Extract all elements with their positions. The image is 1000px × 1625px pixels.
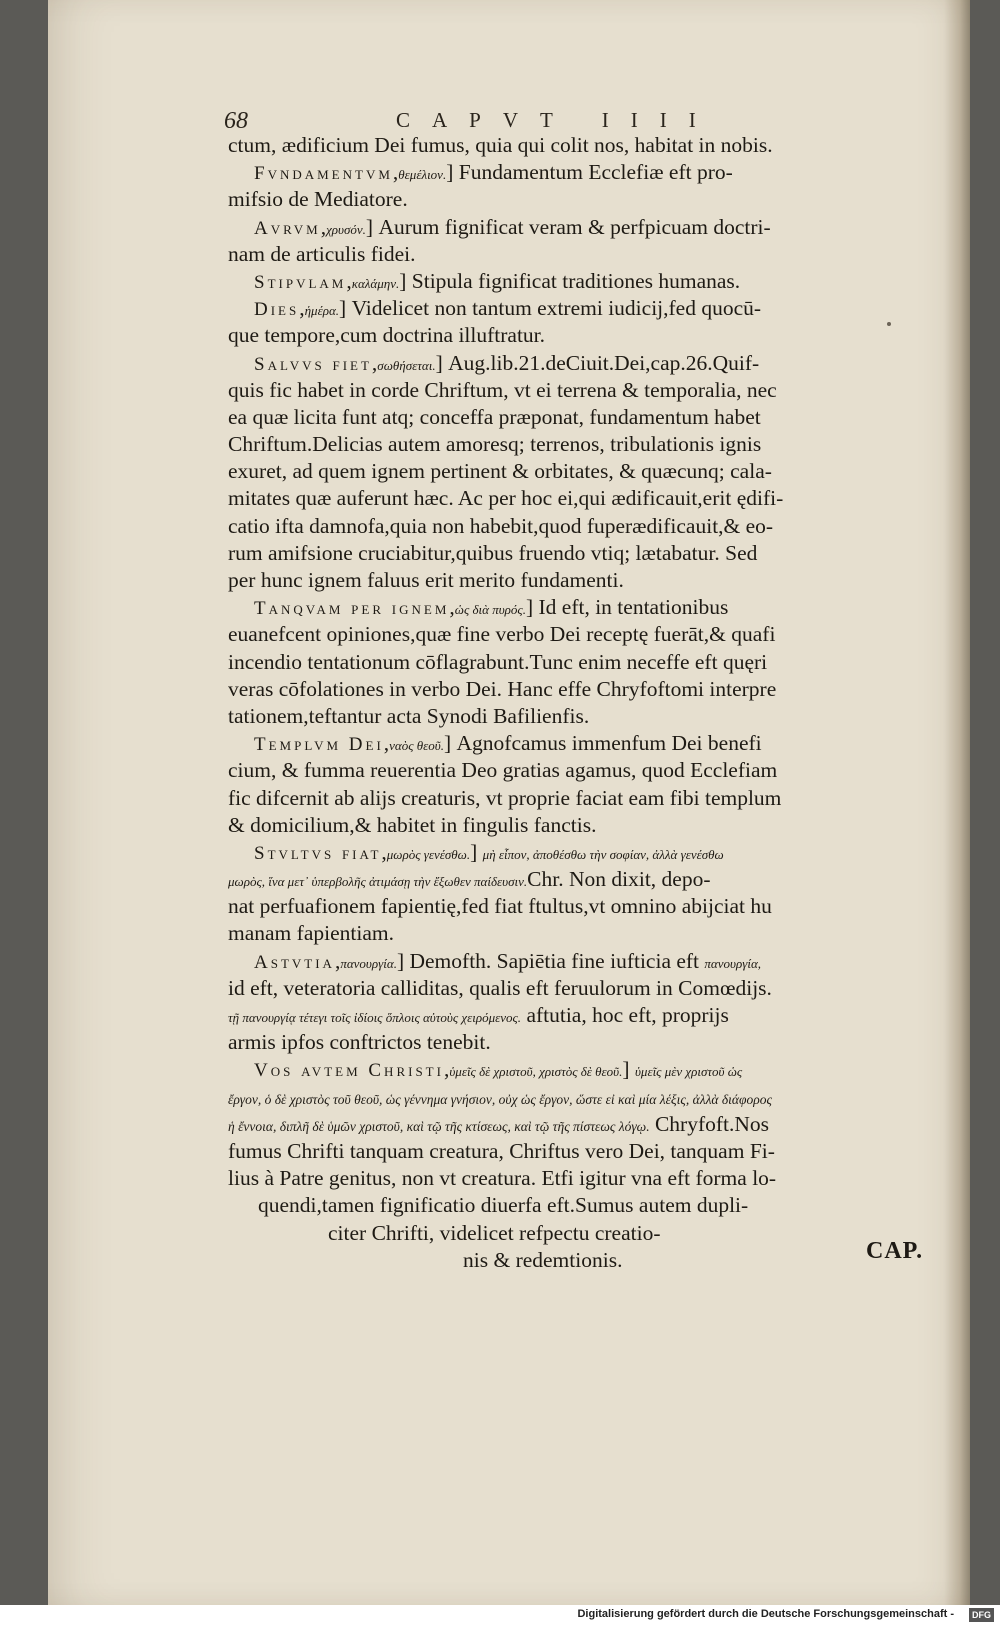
- line-text: ] Aurum fignificat veram & perfpicuam doctri-: [365, 214, 771, 239]
- line-text: mifsio de Mediatore.: [228, 187, 408, 212]
- text-line: [228, 948, 914, 975]
- lemma: Dies: [254, 299, 300, 321]
- greek-text: καλάμην.: [351, 275, 400, 291]
- text-line: [228, 186, 914, 213]
- greek-text: πανουργία,: [704, 955, 762, 971]
- text-line: [228, 594, 914, 621]
- greek-text: τῇ πανουργίᾳ τέτεγι τοῖς ἰδίοις ὅπλοις αὐτοὺς χειρόμενος.: [228, 1010, 522, 1025]
- greek-text: ἡμέρα.: [304, 303, 340, 319]
- line-text: ,: [371, 350, 378, 375]
- line-text: ,: [392, 160, 399, 185]
- line-text: ] Videlicet non tantum extremi iudicij,fed quocū-: [339, 296, 762, 321]
- text-line: [228, 513, 914, 540]
- line-text: armis ipfos conftrictos tenebit.: [228, 1030, 491, 1055]
- page-gutter-shadow: [944, 0, 970, 1605]
- greek-text: ἡ ἔννοια, διπλῆ δὲ ὑμῶν χριστοῦ, καὶ τῷ τῆς κτίσεως, καὶ τῷ τῆς πίστεως λόγῳ.: [228, 1118, 650, 1134]
- text-line: [228, 404, 914, 431]
- greek-text: χρυσόν.: [326, 221, 366, 237]
- catchword: CAP.: [866, 1238, 924, 1264]
- running-head: CAPVT IIII: [396, 108, 718, 132]
- lemma: Templvm Dei: [254, 734, 384, 756]
- page-number: 68: [224, 108, 248, 134]
- lemma: Stvltvs fiat: [254, 842, 382, 864]
- text-line: [228, 812, 914, 839]
- line-text: nam de articulis fidei.: [228, 241, 416, 266]
- text-line: [228, 1029, 914, 1056]
- text-line: [228, 567, 914, 594]
- greek-text: μωρὸς, ἵνα μετ᾽ ὑπερβολῆς ἀτιμάσῃ τὴν ἔξωθεν παίδευσιν.: [228, 874, 528, 890]
- line-text: tationem,teftantur acta Synodi Bafilienfis.: [228, 703, 590, 728]
- text-line: [228, 920, 914, 947]
- greek-text: θεμέλιον.: [398, 167, 447, 183]
- greek-text: ναὸς θεοῦ.: [389, 738, 444, 754]
- text-line: [228, 1084, 914, 1111]
- greek-text: σωθήσεται.: [377, 357, 436, 373]
- text-line: [228, 377, 914, 404]
- line-text: aftutia, hoc eft, proprijs: [521, 1003, 729, 1027]
- text-line: [228, 485, 914, 512]
- line-text: ,: [299, 296, 305, 321]
- text-line: [228, 540, 914, 567]
- line-text: veras cōfolationes in verbo Dei. Hanc effe Chryfoftomi interpre: [228, 676, 777, 701]
- text-line: [228, 676, 914, 703]
- line-text: cium, & fumma reuerentia Deo gratias agamus, quod Ecclefiam: [228, 758, 778, 783]
- lemma: Stipvlam: [254, 271, 347, 293]
- text-line: [228, 1002, 914, 1029]
- line-text: ctum, ædificium Dei fumus, quia qui colit nos, habitat in nobis.: [228, 133, 773, 157]
- text-line: [228, 295, 914, 322]
- line-text: ] Stipula fignificat traditiones humanas.: [399, 268, 741, 293]
- footer-credit: Digitalisierung gefördert durch die Deutsche Forschungsgemeinschaft -: [577, 1608, 954, 1620]
- line-text: exuret, ad quem ignem pertinent & orbitates, & quæcunq; cala-: [228, 459, 772, 484]
- lemma: Salvvs fiet: [254, 353, 372, 375]
- text-line: [228, 839, 914, 866]
- text-line: [228, 785, 914, 812]
- line-text: que tempore,cum doctrina illuftratur.: [228, 323, 546, 348]
- text-line: [228, 1165, 914, 1192]
- line-text: fumus Chrifti tanquam creatura, Chriftus vero Dei, tanquam Fi-: [228, 1138, 775, 1163]
- line-text: ] Aug.lib.21.deCiuit.Dei,cap.26.Quif-: [435, 350, 760, 375]
- line-text: ,: [320, 214, 327, 239]
- text-line: [228, 1220, 914, 1247]
- greek-text: μὴ εἶπον, ἀποθέσθω τὴν σοφίαν, ἀλλὰ γενέσθω: [482, 846, 724, 862]
- line-text: ] Agnofcamus immenfum Dei benefi: [444, 731, 762, 756]
- line-text: ea quæ licita funt atq; conceffa præponat, fundamentum habet: [228, 404, 761, 429]
- line-text: quis fic habet in corde Chriftum, vt ei terrena & temporalia, nec: [228, 377, 777, 402]
- text-line: [228, 730, 914, 757]
- line-text: Chriftum.Delicias autem amoresq; terrenos, tribulationis ignis: [228, 432, 762, 457]
- line-text: catio ifta damnofa,quia non habebit,quod fuperædificauit,& eo-: [228, 513, 774, 538]
- line-text: ] Demofth. Sapiētia fine iufticia eft: [396, 948, 705, 973]
- text-line: [228, 1247, 914, 1274]
- text-line: [228, 866, 914, 893]
- line-text: ,: [334, 948, 341, 973]
- line-text: ,: [383, 731, 390, 756]
- text-line: [228, 458, 914, 485]
- greek-text: ὡς διὰ πυρός.: [454, 602, 526, 618]
- text-line: [228, 1192, 914, 1219]
- text-line: [228, 350, 914, 377]
- lemma: Fvndamentvm: [254, 163, 393, 185]
- line-text: nis & redemtionis.: [463, 1247, 623, 1272]
- line-text: ,: [443, 1057, 450, 1082]
- text-line: [228, 1111, 914, 1138]
- text-line: [228, 132, 914, 159]
- text-line: [228, 241, 914, 268]
- line-text: Chryfoft.Nos: [649, 1111, 770, 1136]
- line-text: per hunc ignem faluus erit merito fundamenti.: [228, 568, 624, 592]
- lemma: Vos avtem Christi: [254, 1060, 444, 1082]
- text-line: [228, 159, 914, 186]
- text-line: [228, 621, 914, 648]
- text-line: [228, 214, 914, 241]
- line-text: Chr. Non dixit, depo-: [527, 867, 711, 892]
- lemma: Avrvm: [254, 217, 321, 239]
- line-text: ] Fundamentum Ecclefiæ eft pro-: [446, 160, 733, 185]
- line-text: citer Chrifti, videlicet refpectu creatio-: [328, 1220, 661, 1245]
- text-line: [228, 1138, 914, 1165]
- greek-text: πανουργία.: [340, 955, 397, 971]
- line-text: mitates quæ auferunt hæc. Ac per hoc ei,qui ædificauit,erit ędifi-: [228, 486, 784, 511]
- line-text: lius à Patre genitus, non vt creatura. Etfi igitur vna eft forma lo-: [228, 1166, 777, 1191]
- line-text: ,: [449, 595, 455, 620]
- greek-text: ὑμεῖς δὲ χριστοῦ, χριστὸς δὲ θεοῦ.: [449, 1064, 623, 1080]
- line-text: nat perfuafionem fapientię,fed fiat ftultus,vt omnino abijciat hu: [228, 894, 772, 919]
- line-text: euanefcent opiniones,quæ fine verbo Dei receptę fuerāt,& quafi: [228, 622, 776, 647]
- line-text: incendio tentationum cōflagrabunt.Tunc enim neceffe eft quęri: [228, 649, 768, 674]
- text-line: [228, 431, 914, 458]
- text-line: [228, 268, 914, 295]
- dfg-logo: DFG: [969, 1608, 994, 1622]
- lemma: Tanqvam per ignem: [254, 598, 450, 620]
- line-text: manam fapientiam.: [228, 921, 394, 946]
- line-text: rum amifsione cruciabitur,quibus fruendo vtiq; lætabatur. Sed: [228, 540, 758, 565]
- line-text: fic difcernit ab alijs creaturis, vt proprie faciat eam fibi templum: [228, 785, 782, 810]
- text-line: [228, 703, 914, 730]
- text-line: [228, 649, 914, 676]
- line-text: quendi,tamen fignificatio diuerfa eft.Sumus autem dupli-: [258, 1193, 749, 1218]
- line-text: ,: [381, 839, 387, 864]
- greek-text: ἔργον, ὁ δὲ χριστὸς τοῦ θεοῦ, ὡς γέννημα γνήσιον, οὐχ ὡς ἔργον, ὥστε εἰ καὶ μία λέξις, ἀλλὰ διάφορος: [228, 1091, 772, 1107]
- line-text: ] Id eft, in tentationibus: [525, 595, 729, 620]
- line-text: id eft, veteratoria calliditas, qualis eft feruulorum in Comœdijs.: [228, 975, 772, 1000]
- greek-text: μωρὸς γενέσθω.: [386, 846, 471, 862]
- digitization-footer: [0, 1605, 1000, 1625]
- line-text: ,: [346, 268, 352, 293]
- lemma: Astvtia: [254, 951, 335, 973]
- line-text: ]: [622, 1057, 635, 1082]
- text-line: [228, 893, 914, 920]
- greek-text: ὑμεῖς μὲν χριστοῦ ὡς: [634, 1064, 743, 1080]
- text-line: [228, 1056, 914, 1083]
- line-text: ]: [470, 839, 483, 864]
- body-text: [228, 132, 914, 1274]
- line-text: & domicilium,& habitet in fingulis fanctis.: [228, 812, 597, 837]
- text-line: [228, 975, 914, 1002]
- text-line: [228, 322, 914, 349]
- text-line: [228, 757, 914, 784]
